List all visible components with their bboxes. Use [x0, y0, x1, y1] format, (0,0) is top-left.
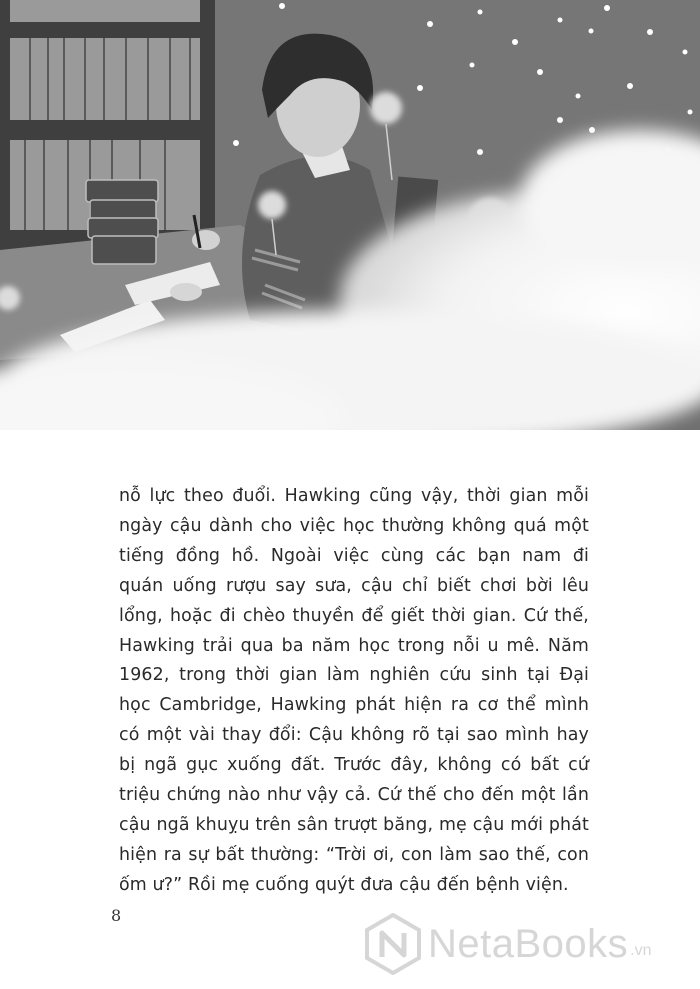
page-number: 8 [111, 906, 122, 925]
text-line: ngày cậu dành cho việc học thường không quá một [119, 515, 589, 536]
text-line: Hawking trải qua ba năm học trong nỗi u mê. Năm [119, 635, 589, 656]
netabooks-watermark [364, 912, 700, 976]
text-line: cậu ngã khuỵu trên sân trượt băng, mẹ cậu mới phát [119, 814, 589, 835]
text-line: tiếng đồng hồ. Ngoài việc cùng các bạn nam đi [119, 545, 589, 566]
text-line: quán uống rượu say sưa, cậu chỉ biết chơi bời lêu [119, 575, 589, 596]
body-text [119, 482, 589, 901]
text-line: lổng, hoặc đi chèo thuyền để giết thời gian. Cứ thế, [119, 605, 589, 626]
watermark-suffix: .vn [630, 942, 652, 959]
text-line: hiện ra sự bất thường: “Trời ơi, con làm sao thế, con [119, 844, 589, 865]
text-line: học Cambridge, Hawking phát hiện ra cơ thể mình [119, 695, 589, 716]
text-line: 1962, trong thời gian làm nghiên cứu sinh tại Đại [119, 665, 589, 686]
text-line: nỗ lực theo đuổi. Hawking cũng vậy, thời gian mỗi [119, 486, 589, 506]
watermark-text: NetaBooks [428, 921, 629, 966]
text-line: có một vài thay đổi: Cậu không rõ tại sao mình hay [119, 725, 589, 746]
text-line: triệu chứng nào như vậy cả. Cứ thế cho đến một lần [119, 785, 589, 806]
netabooks-n-logo-icon [364, 913, 422, 975]
boy-writing-at-desk-illustration [0, 0, 700, 460]
text-line: bị ngã gục xuống đất. Trước đây, không có bất cứ [119, 755, 589, 776]
text-line: ốm ư?” Rồi mẹ cuống quýt đưa cậu đến bệnh viện. [119, 874, 569, 895]
